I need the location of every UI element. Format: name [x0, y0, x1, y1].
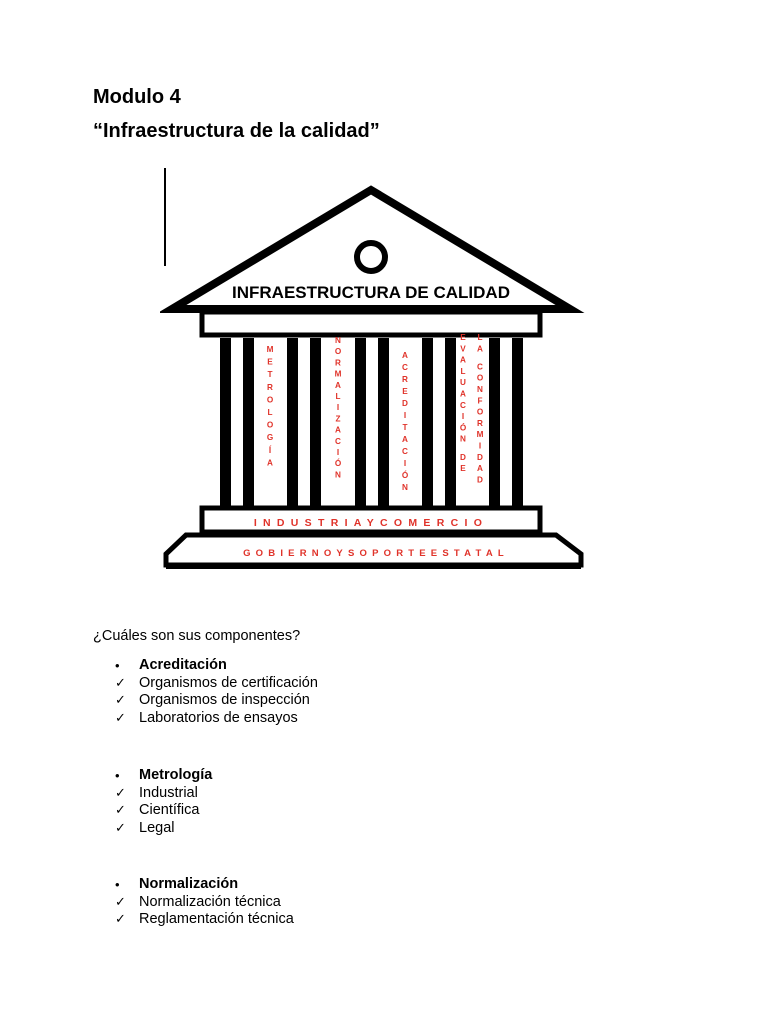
- component-name: Normalización: [139, 876, 239, 892]
- check-mark-icon: ✓: [115, 785, 126, 801]
- component-item: Organismos de certificación: [139, 674, 318, 691]
- component-item: Legal: [139, 819, 175, 836]
- components-question: ¿Cuáles son sus componentes?: [93, 628, 301, 644]
- check-mark-icon: ✓: [115, 675, 126, 691]
- component-item: Científica: [139, 802, 200, 818]
- base-bottom-line: [166, 563, 581, 569]
- component-name: Acreditación: [139, 657, 227, 673]
- quality-infrastructure-diagram: [160, 160, 608, 590]
- component-item: Industrial: [139, 784, 198, 801]
- component-group-acreditacion: [0, 657, 768, 727]
- pillar-label-text: L A C O N F O R M I D A D: [476, 333, 484, 485]
- component-name: Metrología: [139, 767, 213, 783]
- check-mark-icon: ✓: [115, 912, 126, 927]
- bullet-dot: •: [115, 768, 120, 783]
- component-item: Laboratorios de ensayos: [139, 709, 298, 726]
- component-group-metrologia: [0, 767, 768, 837]
- component-item: Organismos de inspección: [139, 692, 310, 708]
- pillar-label-text: M E T R O L O G Í A: [266, 345, 274, 468]
- page-subtitle: “Infraestructura de la calidad”: [93, 120, 380, 142]
- pillar-label-acreditacion: [402, 351, 409, 492]
- diagram-heading: INFRAESTRUCTURA DE CALIDAD: [232, 283, 510, 302]
- pillar-label-metrologia: [267, 345, 274, 467]
- pillar-label-evaluacion-de: [460, 333, 467, 473]
- bullet-dot: •: [115, 658, 120, 673]
- page-title: Modulo 4: [93, 86, 181, 108]
- check-mark-icon: ✓: [115, 820, 126, 836]
- pillar-label-text: A C R E D I T A C I Ó N: [401, 351, 409, 492]
- check-mark-icon: ✓: [115, 693, 126, 708]
- check-mark-icon: ✓: [115, 894, 126, 910]
- bullet-dot: •: [115, 877, 120, 892]
- architrave: [202, 312, 540, 335]
- check-mark-icon: ✓: [115, 710, 126, 726]
- base-upper-label: INDUSTRIAYCOMERCIO: [253, 517, 489, 529]
- pillar-label-normalizacion: [335, 336, 342, 479]
- component-group-normalizacion: [0, 876, 768, 929]
- check-mark-icon: ✓: [115, 803, 126, 818]
- base-lower-label: GOBIERNOYSOPORTEESTATAL: [243, 548, 509, 559]
- component-item: Reglamentación técnica: [139, 911, 294, 927]
- pillar-label-text: E V A L U A C I Ó N D E: [459, 333, 467, 474]
- component-item: Normalización técnica: [139, 893, 281, 910]
- pillar-label-la-conformidad: [477, 333, 484, 484]
- pillar-label-text: N O R M A L I Z A C I Ó N: [334, 336, 342, 480]
